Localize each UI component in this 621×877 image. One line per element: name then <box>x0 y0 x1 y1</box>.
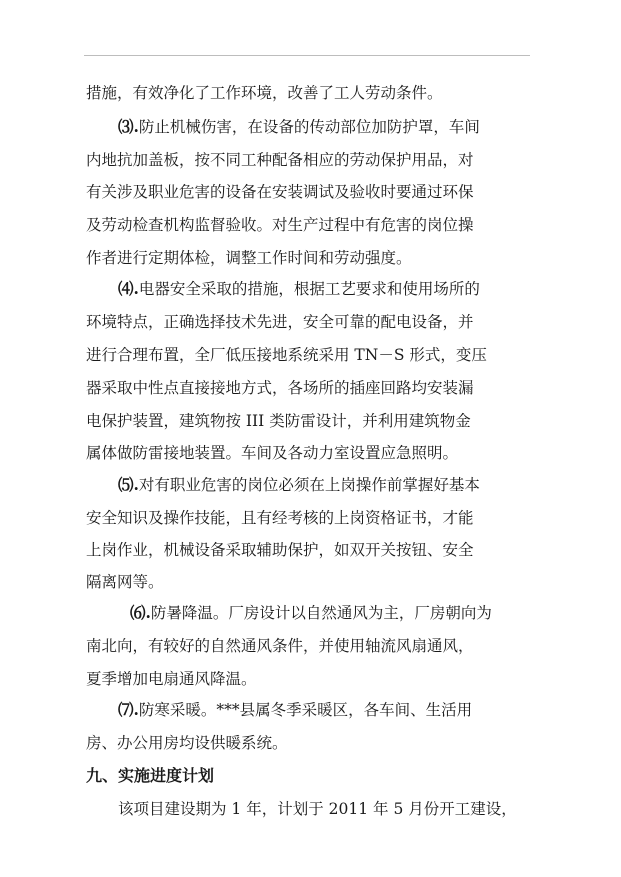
paragraph-line: 夏季增加电扇通风降温。 <box>86 670 257 688</box>
paragraph-line: 该项目建设期为 1 年，计划于 2011 年 5 月份开工建设， <box>118 800 517 818</box>
list-number: ⑺. <box>118 700 139 719</box>
section-heading: 九、实施进度计划 <box>86 766 215 785</box>
paragraph-line: 措施，有效净化了工作环境，改善了工人劳动条件。 <box>86 84 443 102</box>
list-item-4-line-1: ⑷.电器安全采取的措施，根据工艺要求和使用场所的 <box>118 279 480 298</box>
list-number: ⑶. <box>118 117 139 136</box>
list-item-5-line-1: ⑸.对有职业危害的岗位必须在上岗操作前掌握好基本 <box>118 475 480 494</box>
paragraph-line: 上岗作业，机械设备采取辅助保护，如双开关按钮、安全 <box>86 541 474 559</box>
list-item-6-line-1: ⑹.防暑降温。厂房设计以自然通风为主，厂房朝向为 <box>130 603 492 622</box>
paragraph-line: 及劳动检查机构监督验收。对生产过程中有危害的岗位操 <box>86 216 474 234</box>
list-item-3-line-1: ⑶.防止机械伤害，在设备的传动部位加防护罩，车间 <box>118 117 480 136</box>
paragraph-line: 有关涉及职业危害的设备在安装调试及验收时要通过环保 <box>86 183 474 201</box>
list-item-7-line-1: ⑺.防寒采暖。***县属冬季采暖区，各车间、生活用 <box>118 700 473 719</box>
paragraph-line: 环境特点，正确选择技术先进，安全可靠的配电设备，并 <box>86 313 474 331</box>
paragraph-line: 内地抗加盖板，按不同工种配备相应的劳动保护用品，对 <box>86 151 474 169</box>
paragraph-line: 作者进行定期体检，调整工作时间和劳动强度。 <box>86 249 412 267</box>
paragraph-line: 电保护装置，建筑物按 III 类防雷设计，并利用建筑物金 <box>86 412 471 430</box>
paragraph-line: 属体做防雷接地装置。车间及各动力室设置应急照明。 <box>86 444 459 462</box>
list-number: ⑷. <box>118 279 139 298</box>
header-rule <box>84 55 530 56</box>
list-number: ⑹. <box>130 603 151 622</box>
paragraph-line: 安全知识及操作技能，且有经考核的上岗资格证书，才能 <box>86 509 474 527</box>
paragraph-line: 南北向，有较好的自然通风条件，并使用轴流风扇通风， <box>86 637 474 655</box>
paragraph-line: 房、办公用房均设供暖系统。 <box>86 734 288 752</box>
paragraph-line: 进行合理布置，全厂低压接地系统采用 TN－S 形式，变压 <box>86 346 487 364</box>
paragraph-line: 器采取中性点直接接地方式，各场所的插座回路均安装漏 <box>86 379 474 397</box>
list-number: ⑸. <box>118 475 139 494</box>
paragraph-line: 隔离网等。 <box>86 573 164 591</box>
